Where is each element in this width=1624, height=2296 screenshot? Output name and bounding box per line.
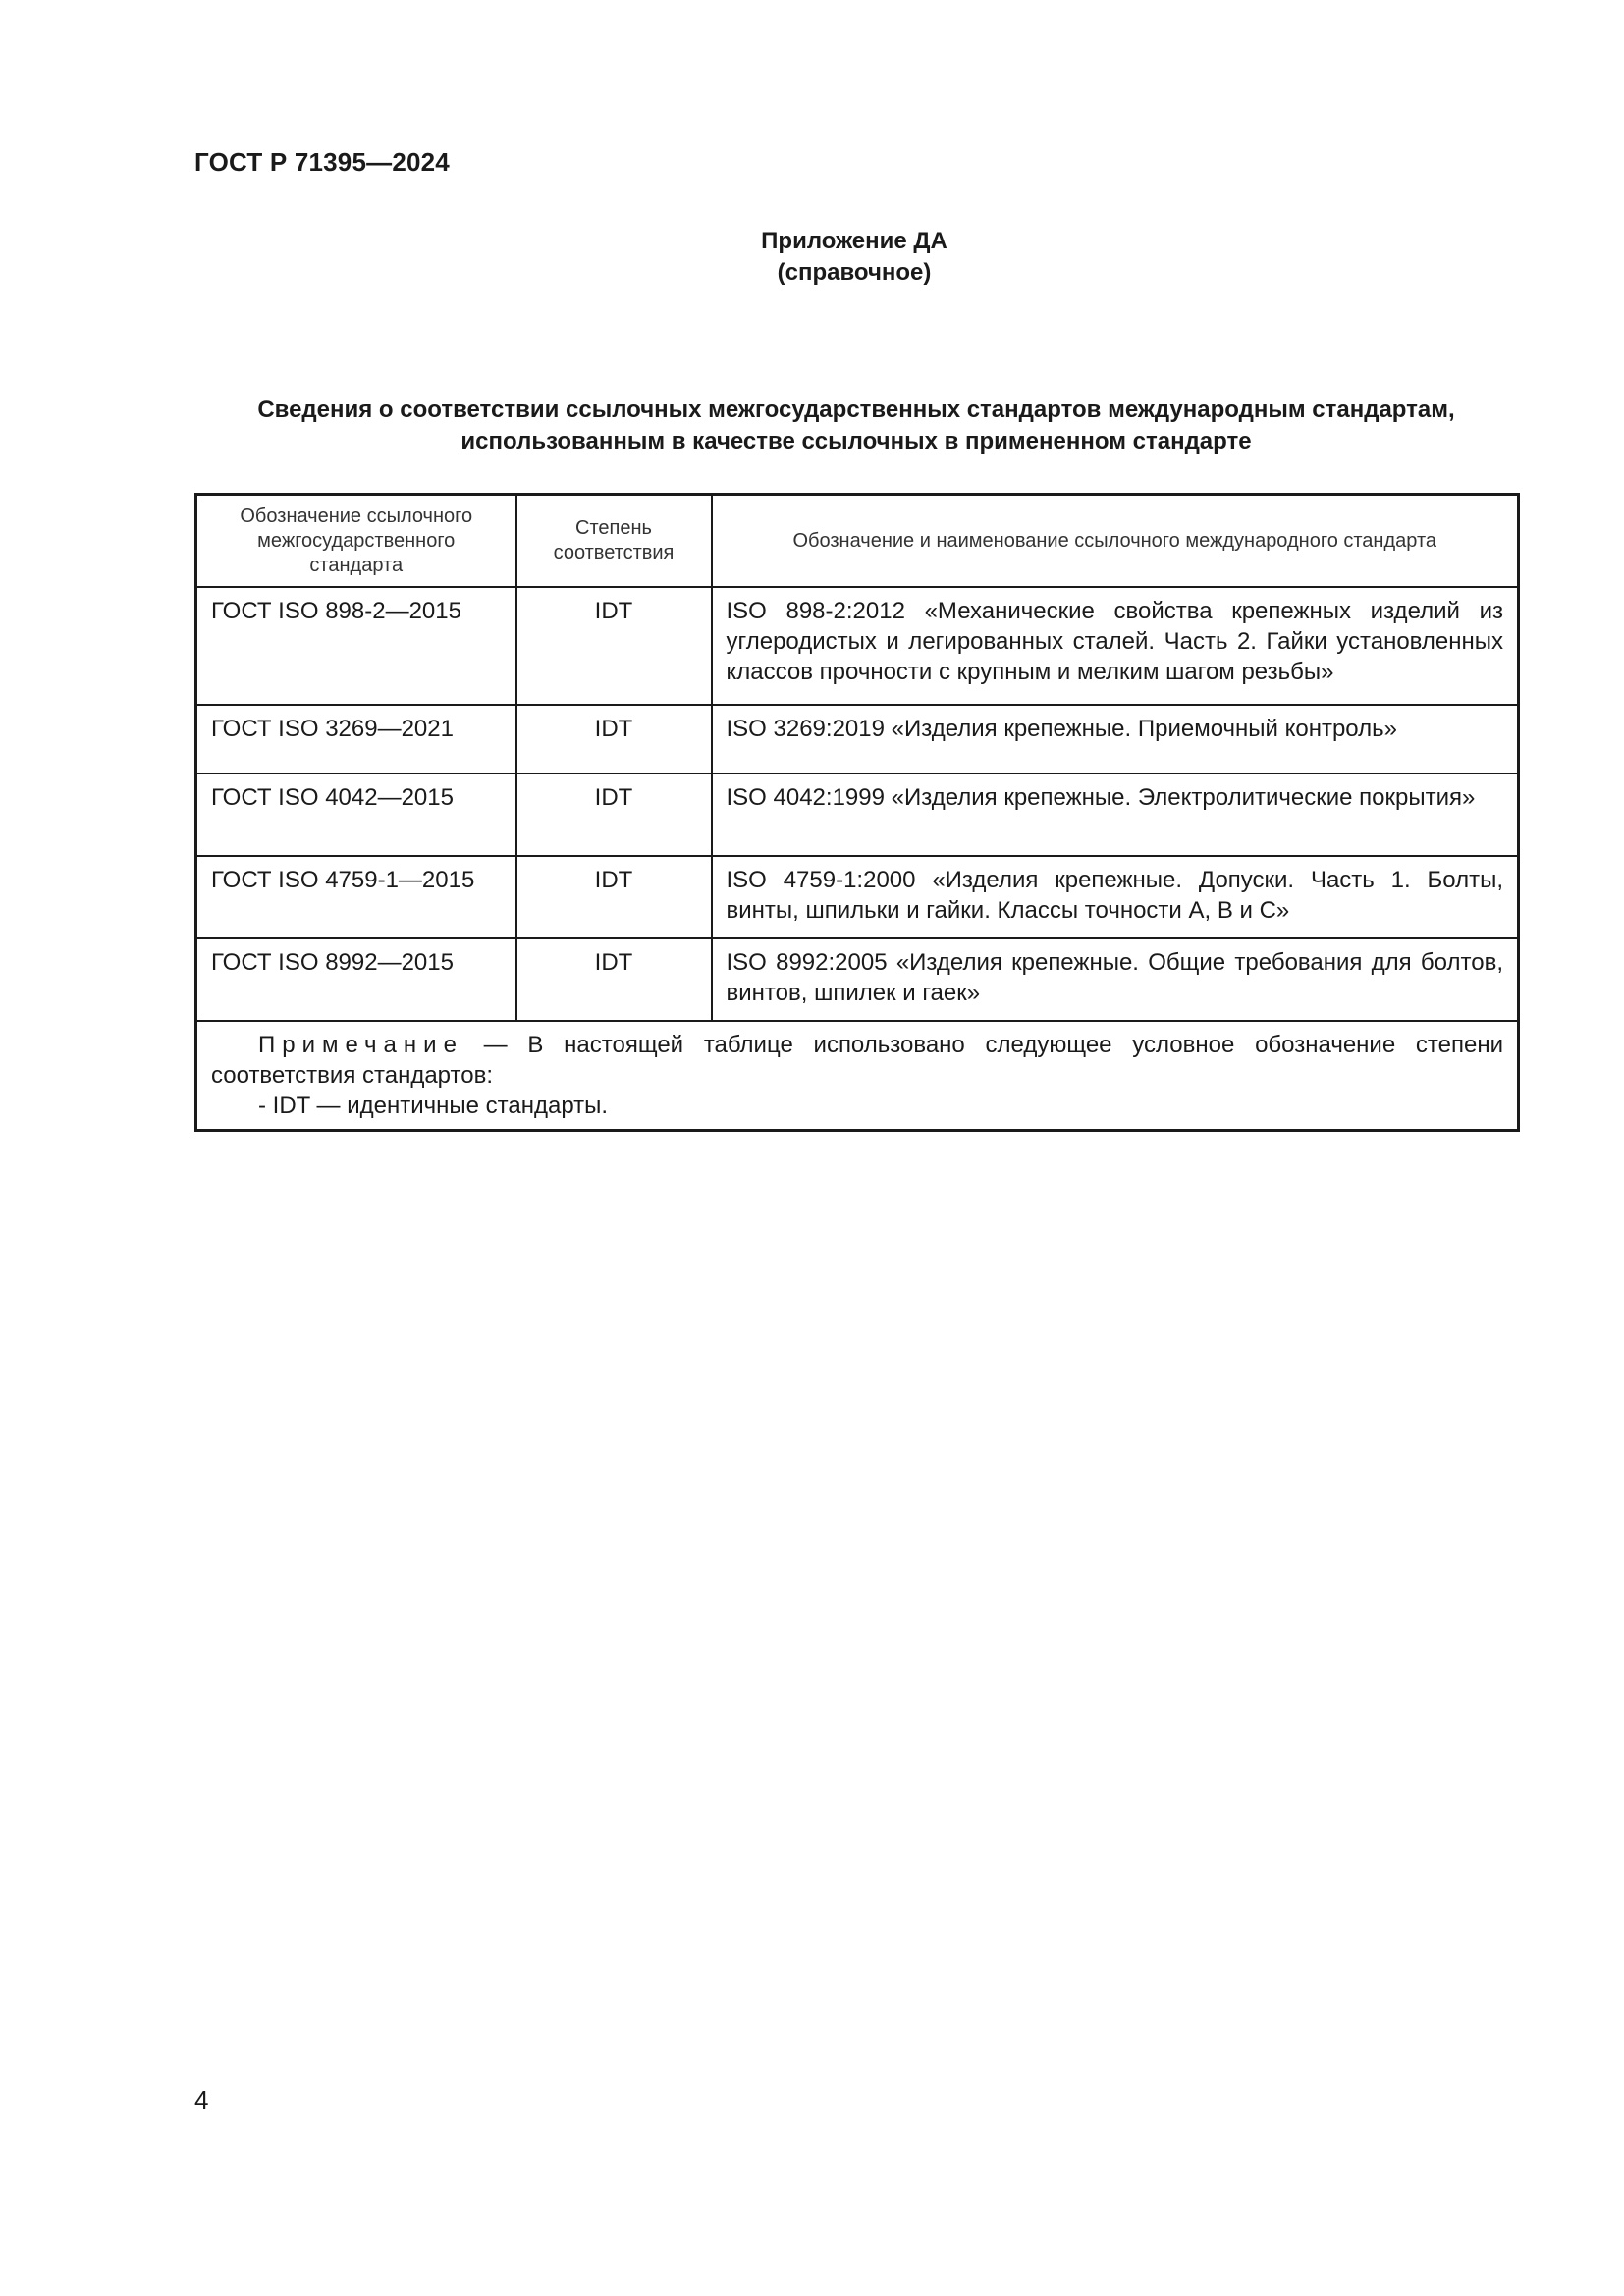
cell-degree: IDT [516,938,712,1021]
cell-international: ISO 898-2:2012 «Механические свойства крепежных изделий из углеродистых и легированных сталей. Часть 2. Гайки установленных классов прочности с крупным и мелким шагом резьбы» [712,587,1519,705]
table-note [196,1021,1519,1131]
cell-international: ISO 4042:1999 «Изделия крепежные. Электролитические покрытия» [712,774,1519,856]
note-label: Примечание [258,1032,463,1058]
note-paragraph [211,1030,1503,1091]
cell-gost: ГОСТ ISO 8992—2015 [196,938,516,1021]
document-header: ГОСТ Р 71395—2024 [194,147,450,177]
cell-international: ISO 8992:2005 «Изделия крепежные. Общие требования для болтов, винтов, шпилек и гаек» [712,938,1519,1021]
page-number: 4 [194,2085,209,2114]
header-gost-designation: Обозначение ссылочного межгосударственного стандарта [196,495,516,588]
header-international-standard: Обозначение и наименование ссылочного международного стандарта [712,495,1519,588]
cell-gost: ГОСТ ISO 3269—2021 [196,705,516,774]
cell-gost: ГОСТ ISO 898-2—2015 [196,587,516,705]
table-row [196,587,1519,705]
note-text: — В настоящей таблице использовано следующее условное обозначение степени соответствия стандартов: [211,1032,1503,1089]
cell-international: ISO 4759-1:2000 «Изделия крепежные. Допуски. Часть 1. Болты, винты, шпильки и гайки. Классы точности А, В и С» [712,856,1519,938]
cell-degree: IDT [516,856,712,938]
cell-degree: IDT [516,705,712,774]
appendix-title: Приложение ДА [761,228,947,254]
cell-degree: IDT [516,587,712,705]
table-title-line-1: Сведения о соответствии ссылочных межгосударственных стандартов международным стандартам, [257,397,1455,423]
table-row [196,705,1519,774]
cell-gost: ГОСТ ISO 4042—2015 [196,774,516,856]
cell-gost: ГОСТ ISO 4759-1—2015 [196,856,516,938]
table-header-row [196,495,1519,588]
note-bullet: - IDT — идентичные стандарты. [258,1093,609,1119]
header-degree: Степень соответствия [516,495,712,588]
table-note-row [196,1021,1519,1131]
cell-international: ISO 3269:2019 «Изделия крепежные. Приемочный контроль» [712,705,1519,774]
correspondence-table [194,493,1520,1132]
table-row [196,856,1519,938]
appendix-heading [0,226,1624,289]
appendix-subtitle: (справочное) [777,259,932,286]
table-row [196,938,1519,1021]
table-title-line-2: использованным в качестве ссылочных в примененном стандарте [460,428,1252,454]
cell-degree: IDT [516,774,712,856]
table-row [196,774,1519,856]
table-title [194,395,1518,457]
